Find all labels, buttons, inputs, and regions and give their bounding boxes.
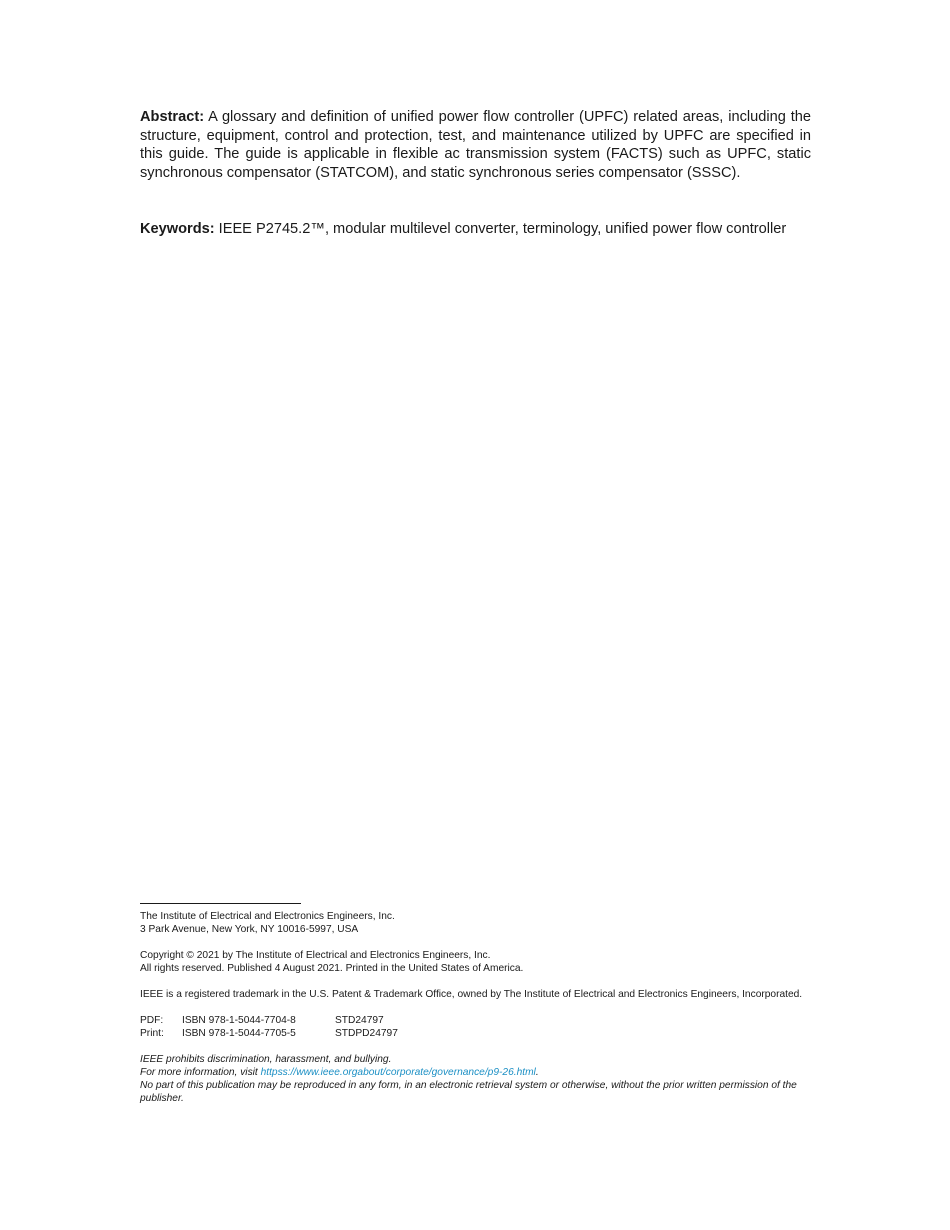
keywords-paragraph bbox=[140, 220, 811, 239]
abstract-paragraph bbox=[140, 108, 811, 182]
isbn-code: STD24797 bbox=[335, 1015, 384, 1026]
abstract-label: Abstract: bbox=[140, 109, 205, 125]
keywords-text: IEEE P2745.2™, modular multilevel converter, terminology, unified power flow controller bbox=[214, 221, 787, 237]
trademark-line: IEEE is a registered trademark in the U.S. Patent & Trademark Office, owned by The Institute of Electrical and Electronics Engineers, Incorporated. bbox=[140, 989, 803, 1000]
footnote-divider bbox=[140, 903, 301, 904]
isbn-code: STDPD24797 bbox=[335, 1028, 398, 1039]
reproduction-notice: No part of this publication may be reproduced in any form, in an electronic retrieval system or otherwise, without the prior written permission of the publisher. bbox=[140, 1080, 797, 1104]
keywords-label: Keywords: bbox=[140, 221, 215, 237]
trademark-block bbox=[140, 988, 812, 1001]
isbn-row-pdf bbox=[140, 1014, 812, 1027]
publisher-block bbox=[140, 910, 812, 936]
publisher-name: The Institute of Electrical and Electronics Engineers, Inc. bbox=[140, 911, 395, 922]
abstract-text: A glossary and definition of unified power flow controller (UPFC) related areas, including the structure, equipment, control and protection, test, and maintenance utilized by UPFC are specified in this guide. The guide is applicable in flexible ac transmission system (FACTS) such as UPFC, static synchronous compensator (STATCOM), and static synchronous series compensator (SSSC). bbox=[140, 109, 811, 181]
isbn-block bbox=[140, 1014, 812, 1040]
isbn-format: PDF: bbox=[140, 1015, 164, 1026]
governance-link[interactable]: httpss://www.ieee.orgabout/corporate/governance/p9-26.html bbox=[260, 1067, 536, 1078]
isbn-number: ISBN 978-1-5044-7704-8 bbox=[182, 1015, 296, 1026]
publication-footer bbox=[140, 910, 812, 1105]
isbn-number: ISBN 978-1-5044-7705-5 bbox=[182, 1028, 296, 1039]
publisher-address: 3 Park Avenue, New York, NY 10016-5997, USA bbox=[140, 924, 359, 935]
rights-line: All rights reserved. Published 4 August 2021. Printed in the United States of America. bbox=[140, 963, 524, 974]
isbn-row-print bbox=[140, 1027, 812, 1040]
copyright-block bbox=[140, 949, 812, 975]
legal-notice-block bbox=[140, 1053, 812, 1105]
more-info-prefix: For more information, visit bbox=[140, 1067, 261, 1078]
more-info-line bbox=[140, 1066, 812, 1079]
isbn-format: Print: bbox=[140, 1028, 164, 1039]
more-info-suffix: . bbox=[535, 1067, 539, 1078]
copyright-line: Copyright © 2021 by The Institute of Electrical and Electronics Engineers, Inc. bbox=[140, 950, 491, 961]
policy-line: IEEE prohibits discrimination, harassment, and bullying. bbox=[140, 1054, 392, 1065]
